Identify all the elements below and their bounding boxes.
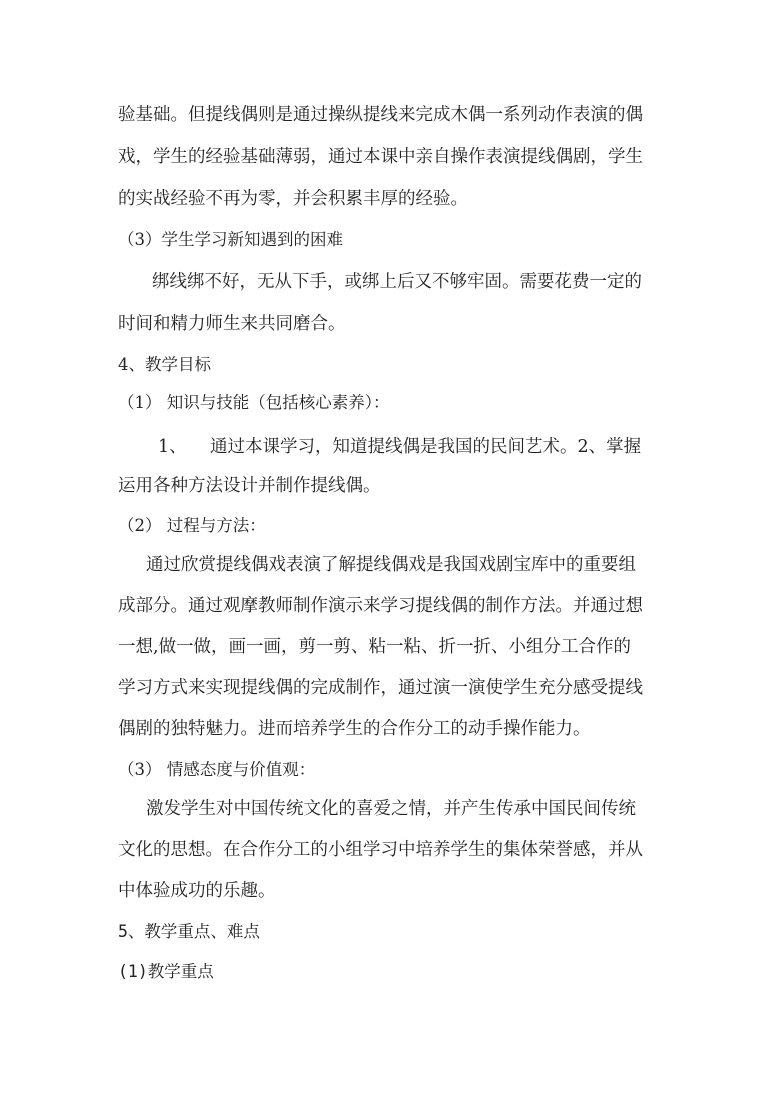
paragraph-line: 一想,做一做，画一画，剪一剪、粘一粘、折一折、小组分工合作的 [118,637,632,657]
paragraph-line: 中体验成功的乐趣。 [118,881,276,901]
paragraph-line: 戏，学生的经验基础薄弱，通过本课中亲自操作表演提线偶剧，学生 [118,147,643,167]
paragraph-line: 的实战经验不再为零，并会积累丰厚的经验。 [118,189,468,209]
paragraph-line: 学习方式来实现提线偶的完成制作，通过演一演使学生充分感受提线 [118,678,643,698]
paragraph-line: 时间和精力师生来共同磨合。 [118,314,346,334]
paragraph-line: 运用各种方法设计并制作提线偶。 [118,476,381,496]
subheading: （2） 过程与方法： [118,516,266,535]
list-number: 1、 [158,437,187,457]
subheading: （1） 知识与技能（包括核心素养）： [118,393,390,412]
paragraph-line: 偶剧的独特魅力。进而培养学生的合作分工的动手操作能力。 [118,719,591,739]
paragraph-line: 通过本课学习，知道提线偶是我国的民间艺术。2、掌握 [210,437,642,457]
paragraph-line: 验基础。但提线偶则是通过操纵提线来完成木偶一系列动作表演的偶 [118,105,643,125]
paragraph-line: 绑线绑不好，无从下手，或绑上后又不够牢固。需要花费一定的 [152,272,642,292]
paragraph-line: 通过欣赏提线偶戏表演了解提线偶戏是我国戏剧宝库中的重要组 [146,555,636,575]
subheading: （3） 情感态度与价值观： [118,760,316,779]
section-heading: 4、教学目标 [118,355,211,374]
paragraph-line: 激发学生对中国传统文化的喜爱之情，并产生传承中国民间传统 [146,799,636,819]
paragraph-line: 文化的思想。在合作分工的小组学习中培养学生的集体荣誉感，并从 [118,840,643,860]
paragraph-line: 成部分。通过观摩教师制作演示来学习提线偶的制作方法。并通过想 [118,596,643,616]
subheading: （3）学生学习新知遇到的困难 [118,230,343,249]
section-heading: 5、教学重点、难点 [118,922,260,941]
subheading: (1)教学重点 [118,962,214,981]
